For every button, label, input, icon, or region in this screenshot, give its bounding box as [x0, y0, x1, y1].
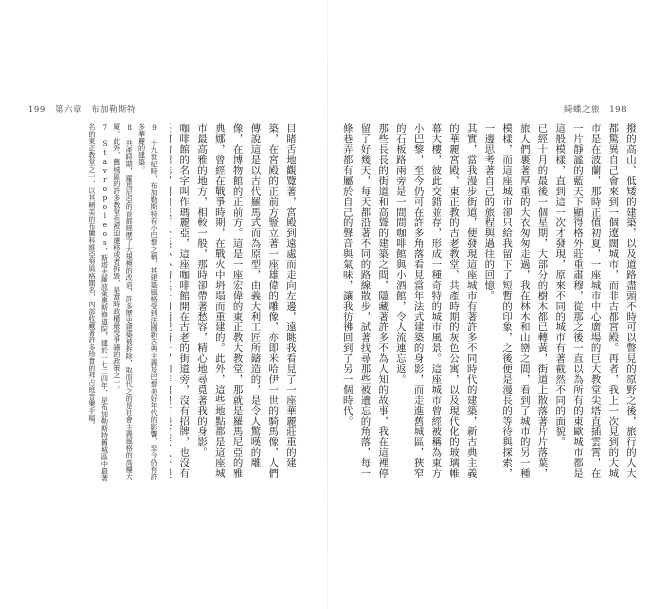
left-page-body-text: 目睹舌地觀覽著，宮殿到遠處而走向左邊，遠眺我看見了一座華麗莊重的建築，在宮殿的正前方豎立著一座雄偉的雕像，亦即米哈伊一世的騎馬像，人們傳說這是以古代羅馬式而為原型，由義大利工匠所鑄造的，是令人驚嘆的雕像，在博物館的正前方。這是一座宏偉的東正教大教堂，那就是羅馬尼亞的雅典娜，曾經在戰爭時期，在戰火中坍塌而重建的。此外，這些地點都是這座城市最高雅的地方，相較一般，那時卻帶著愁容，精心地尋覓著我的身影。 咖啡館的名字叫作瑪麗亞，這座咖啡館開在古老的街道旁，沒有招牌，也沒有	[177, 123, 296, 479]
left-page	[0, 0, 327, 609]
chapter-label: 第六章	[54, 105, 82, 115]
chapter-title: 布加勒斯特	[91, 105, 137, 115]
right-page	[328, 0, 655, 609]
right-page-body-text: 撥的高山、低矮的建築，以及道路盡頭不時可以瞥見的原野之後，旅行的人大都驚異自己會來到一個遼闊城市，而非古都宮殿。再者，我上一次見到的大城市是在波蘭，那時正值初夏，一座城市中心廣場的巨大教堂尖塔直插雲霄，在一片靜謐的藍天下顯得格外莊重肅穆，從那之後一直以為所有的東歐城市都是這般模樣，直到這一次才發現，原來不同的城市有著截然不同的面貌。 已經十月的最後一個星期，大部分的樹木都已轉黃，街道上散落著片片落葉，旅人們裹著厚重的大衣匆匆走過，我在林木和山巒之間，看到了城市的另一種模樣，而這座城市卻只給我留下了短暫的印象，之後便是漫長的等待與探索，一邊思考著自己的旅程與過往的回憶。 其實，當我漫步街道，便發現這座城市有著許多不同時代的建築，新古典主義的華麗宮殿、東正教的古老教堂、共產時期的灰色公寓，以及現代化的玻璃帷幕大樓，彼此交錯並存，形成一種奇特的城市風景。這座城市曾經被稱為東方小巴黎，至今仍可在許多角落看見當年法式建築的身影，而走進舊城區，狹窄的石板路兩旁是一間間咖啡館與小酒館，令人流連忘返。 那些長長的街道和高聳的建築之間，隱藏著許多不為人知的故事，我在這裡停留了好幾天，每天都沿著不同的路線散步，試著找尋那些被遺忘的角落，每一條巷弄都有屬於自己的聲音與氣味，讓我彷彿回到了另一個時代。	[340, 123, 636, 479]
right-page-header	[558, 103, 627, 115]
left-page-number: 199	[28, 105, 46, 115]
book-title: 綺蝶之旅	[564, 105, 601, 115]
left-page-footnotes: 9 十九世紀時，布加勒斯特有小巴黎之稱，其建築風格受到法國新古典主義及巴黎美好年代的影響，至今仍有許多華麗的建築。 8 共產時期，羅馬尼亞的首都經歷了大規模的改造，許多歷史建築被拆除，取而代之的是社會主義風格的高樓大廈。此外，舊城區的許多教堂也被迫遷移或者拆毀，是當時政權最受爭議的政策之一。 7 Stavropoleos，斯塔夫羅波萊奧斯修道院，建於一七二四年，是布加勒斯特舊城區中最著名的東正教堂之一，以其精美的布蘭科維亞努風格聞名，內部收藏著許多珍貴的拜占庭音樂手稿。	[87, 123, 159, 482]
right-page-number: 198	[609, 105, 627, 115]
left-page-header	[28, 103, 142, 115]
